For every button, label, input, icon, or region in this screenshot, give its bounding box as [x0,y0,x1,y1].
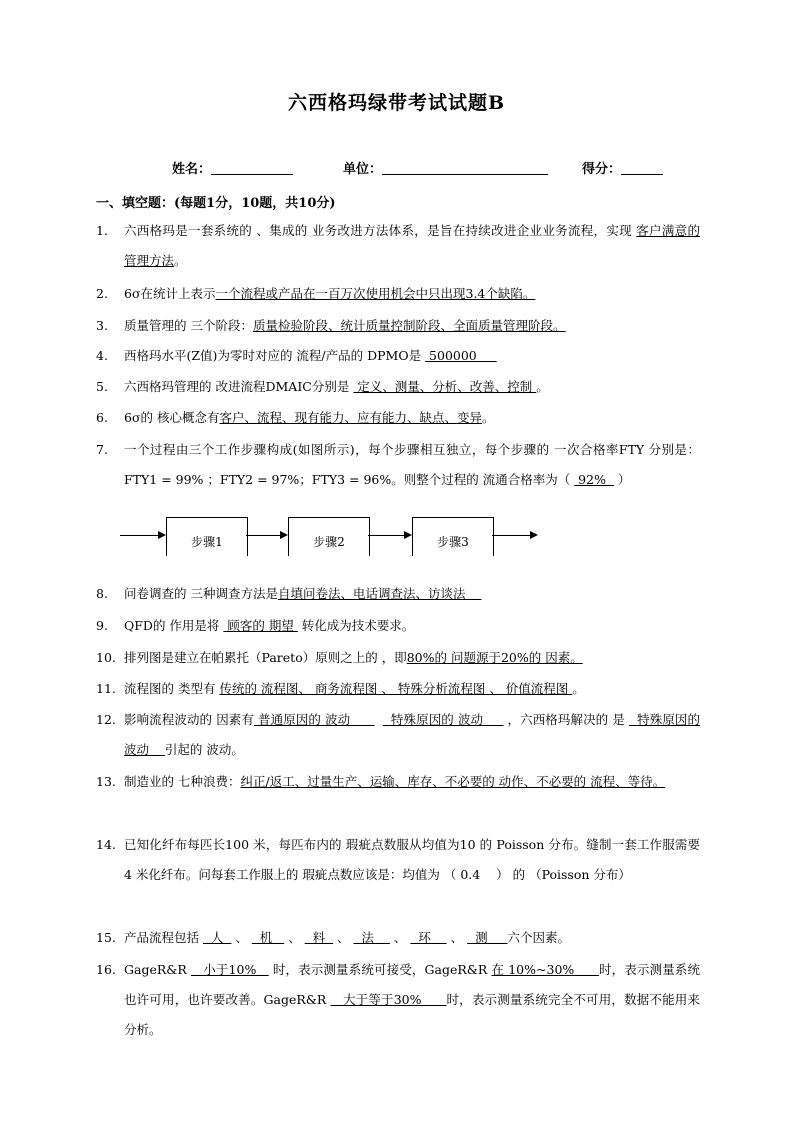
question-number: 3. [96,318,108,333]
unit-blank[interactable] [382,160,548,175]
question-text: 6σ在统计上表示一个流程或产品在一百万次使用机会中只出现3.4个缺陷。 [124,286,536,301]
question-number: 7. [96,442,108,457]
question-number: 14. [96,837,116,852]
question-item [96,579,700,609]
name-blank[interactable] [211,160,293,175]
question-number: 2. [96,286,108,301]
question-item [96,923,700,953]
question-number: 6. [96,410,108,425]
question-text: 问卷调查的 三种调查方法是自填问卷法、电话调查法、访谈法 [124,586,482,601]
unit-label: 单位： [343,162,383,177]
flow-arrow [492,535,536,536]
question-text: 排列图是建立在帕累托（Pareto）原则之上的 ，即80%的 问题源于20%的 因素。 [124,650,583,665]
question-number: 11. [96,681,116,696]
question-number: 9. [96,618,108,633]
section-title-fill-in: 一、填空题：(每题1分，10题，共10分) [96,196,336,211]
question-item [96,372,700,402]
question-text: 一个过程由三个工作步骤构成(如图所示)，每个步骤相互独立，每个步骤的 一次合格率FTY 分别是：FTY1 = 99% ；FTY2 = 97%；FTY3 = 96%。则整个过程的 流通合格率为（ 92% ） [124,442,700,487]
question-text: 影响流程波动的 因素有 普通原因的 波动 特殊原因的 波动 ，六西格玛解决的 是 特殊原因的 波动 引起的 波动。 [124,712,700,757]
question-item [96,643,700,673]
question-number: 12. [96,712,116,727]
question-number: 8. [96,586,108,601]
flow-arrow [246,535,286,536]
question-text: QFD的 作用是将 顾客的 期望 转化成为技术要求。 [124,618,415,633]
question-item [96,674,700,704]
page-title: 六西格玛绿带考试试题B [287,92,506,114]
question-number: 15. [96,930,116,945]
question-number: 10. [96,650,116,665]
question-number: 16. [96,962,116,977]
flow-arrow [368,535,410,536]
score-field[interactable] [582,158,663,177]
name-label: 姓名： [172,162,212,177]
question-text: 六西格玛是一套系统的 、集成的 业务改进方法体系，是旨在持续改进企业业务流程，实现 客户满意的 管理方法。 [124,223,700,268]
question-text: 质量管理的 三个阶段：质量检验阶段、统计质量控制阶段、全面质量管理阶段。 [124,318,566,333]
question-number: 5. [96,379,108,394]
question-item [96,830,700,890]
score-blank[interactable] [621,160,663,175]
flow-step-box: 步骤1 [166,517,248,556]
question-text: 流程图的 类型有 传统的 流程图、 商务流程图 、 特殊分析流程图 、 价值流程图 。 [124,681,585,696]
question-item [96,216,700,276]
question-item [96,611,700,641]
question-number: 13. [96,774,116,789]
question-text: 制造业的 七种浪费：纠正/返工、过量生产、运输、库存、不必要的 动作、不必要的 流程、等待。 [124,774,666,789]
process-flow-diagram [120,514,540,560]
question-number: 1. [96,223,108,238]
question-text: 西格玛水平(Z值)为零时对应的 流程/产品的 DPMO是 500000 [124,348,497,363]
flow-arrow [120,535,164,536]
question-text: GageR&R 小于10% 时，表示测量系统可接受，GageR&R 在 10%~30% 时，表示测量系统也许可用，也许要改善。GageR&R 大于等于30% 时，表示测量系统完全不可用，数据不能用来分析。 [124,962,700,1037]
flow-step-box: 步骤3 [412,517,494,556]
question-text: 已知化纤布每匹长100 米，每匹布内的 瑕疵点数服从均值为10 的 Poisson 分布。缝制一套工作服需要4 米化纤布。问每套工作服上的 瑕疵点数应该是：均值为 （ 0.4 ） 的 （Poisson 分布） [124,837,700,882]
question-number: 4. [96,348,108,363]
unit-field[interactable] [343,158,548,177]
question-text: 六西格玛管理的 改进流程DMAIC分别是 定义、测量、分析、改善、控制 。 [124,379,549,394]
question-item [96,705,700,765]
question-item [96,311,700,341]
flow-step-box: 步骤2 [288,517,370,556]
question-item [96,279,700,309]
question-item [96,955,700,1045]
question-item [96,767,700,797]
name-field[interactable] [172,158,293,177]
question-text: 6σ的 核心概念有客户、流程、现有能力、应有能力、缺点、变异。 [124,410,495,425]
question-item [96,435,700,495]
score-label: 得分： [582,162,622,177]
question-text: 产品流程包括 人 、 机 、 料 、 法 、 环 、 测 六个因素。 [124,930,570,945]
question-item [96,341,700,371]
question-item [96,403,700,433]
